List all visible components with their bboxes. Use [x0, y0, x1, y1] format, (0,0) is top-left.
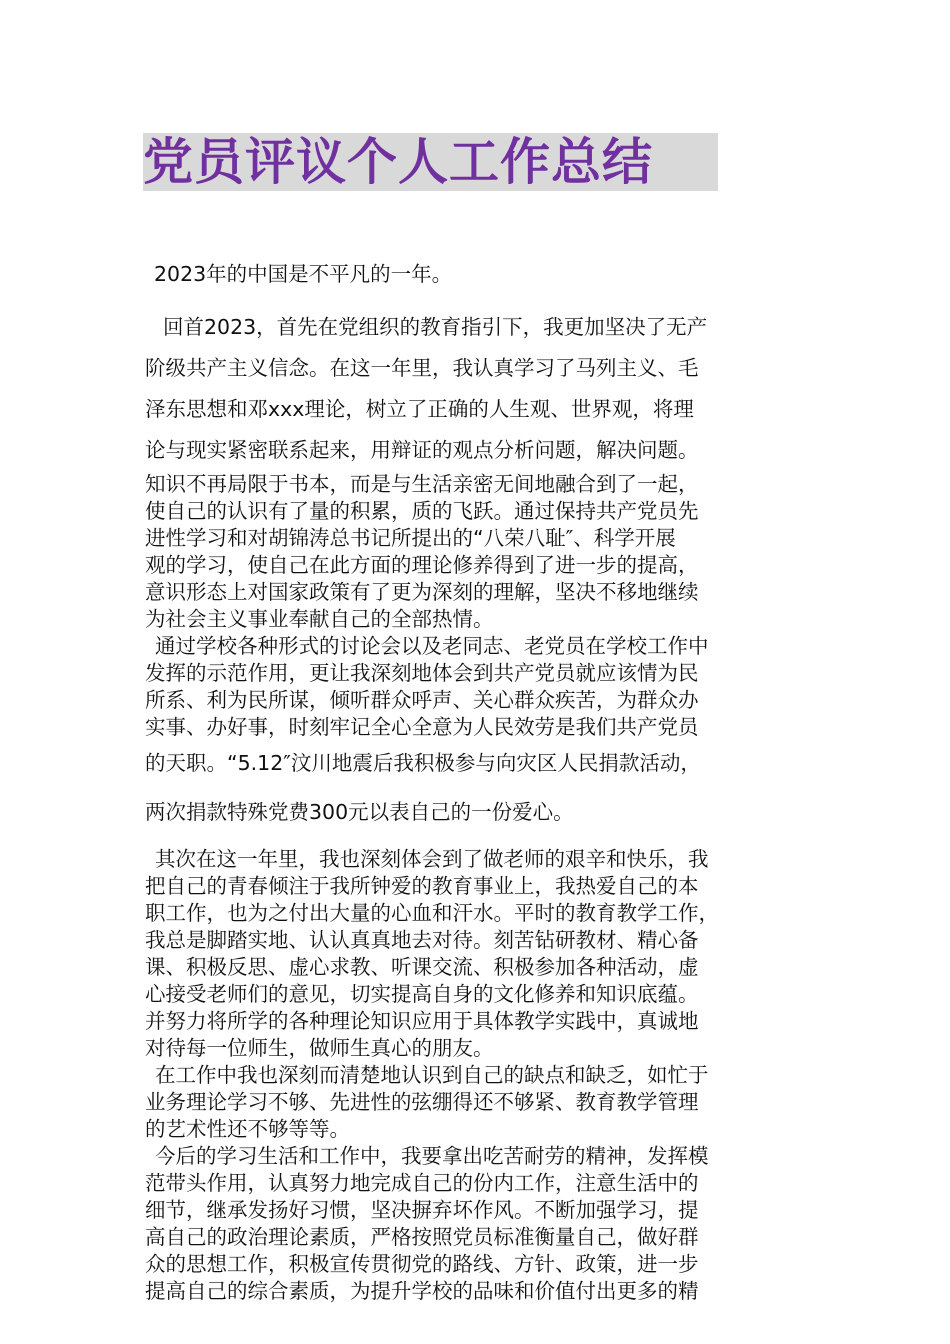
- text-line: 的天职。“5.12″汶川地震后我积极参与向灾区人民捐款活动，: [145, 751, 701, 775]
- paragraph-teaching: [145, 846, 835, 1062]
- text-line: 在工作中我也深刻而清楚地认识到自己的缺点和缺乏，如忙于: [155, 1063, 709, 1087]
- text-line: 为社会主义事业奉献自己的全部热情。: [145, 607, 494, 631]
- text-line: 所系、利为民所谋，倾听群众呼声、关心群众疾苦，为群众办: [145, 688, 699, 712]
- text-line: 通过学校各种形式的讨论会以及老同志、老党员在学校工作中: [155, 634, 709, 658]
- text-line: 的艺术性还不够等等。: [145, 1117, 350, 1141]
- text-line: 阶级共产主义信念。在这一年里，我认真学习了马列主义、毛: [145, 356, 699, 380]
- text-line: 提高自己的综合素质，为提升学校的品味和价值付出更多的精: [145, 1279, 699, 1303]
- text-line: 意识形态上对国家政策有了更为深刻的理解，坚决不移地继续: [145, 580, 699, 604]
- text-line: 范带头作用，认真努力地完成自己的份内工作，注意生活中的: [145, 1171, 699, 1195]
- text-line: 两次捐款特殊党费300元以表自己的一份爱心。: [145, 800, 574, 824]
- text-line: 使自己的认识有了量的积累，质的飞跃。通过保持共产党员先: [145, 499, 699, 523]
- paragraph-model-role: [145, 633, 835, 838]
- text-line: 我总是脚踏实地、认认真真地去对待。刻苦钻研教材、精心备: [145, 928, 699, 952]
- text-line: 观的学习，使自己在此方面的理论修养得到了进一步的提高，: [145, 553, 699, 577]
- paragraph-review: [145, 307, 835, 633]
- document-body: [145, 255, 835, 1305]
- text-line: 回首2023，首先在党组织的教育指引下，我更加坚决了无产: [163, 315, 708, 339]
- paragraph-shortcomings: [145, 1062, 835, 1143]
- text-line: 知识不再局限于书本，而是与生活亲密无间地融合到了一起，: [145, 472, 699, 496]
- text-line: 把自己的青春倾注于我所钟爱的教育事业上，我热爱自己的本: [145, 874, 699, 898]
- text-line: 众的思想工作，积极宣传贯彻党的路线、方针、政策，进一步: [145, 1252, 699, 1276]
- document-title: 党员评议个人工作总结: [143, 133, 653, 191]
- text-line: 细节，继承发扬好习惯，坚决摒弃坏作风。不断加强学习，提: [145, 1198, 699, 1222]
- text-line: 发挥的示范作用，更让我深刻地体会到共产党员就应该情为民: [145, 661, 699, 685]
- title-highlight: [143, 133, 718, 191]
- text-line: 2023年的中国是不平凡的一年。: [154, 262, 453, 286]
- text-line: 实事、办好事，时刻牢记全心全意为人民效劳是我们共产党员: [145, 715, 699, 739]
- paragraph-intro: [145, 255, 835, 293]
- paragraph-future: [145, 1143, 835, 1305]
- text-line: 对待每一位师生，做师生真心的朋友。: [145, 1036, 494, 1060]
- text-line: 今后的学习生活和工作中，我要拿出吃苦耐劳的精神，发挥模: [155, 1144, 709, 1168]
- text-line: 泽东思想和邓xxx理论，树立了正确的人生观、世界观，将理: [145, 397, 694, 421]
- text-line: 课、积极反思、虚心求教、听课交流、积极参加各种活动，虚: [145, 955, 699, 979]
- text-line: 职工作，也为之付出大量的心血和汗水。平时的教育教学工作，: [145, 901, 719, 925]
- text-line: 业务理论学习不够、先进性的弦绷得还不够紧、教育教学管理: [145, 1090, 699, 1114]
- text-line: 论与现实紧密联系起来，用辩证的观点分析问题，解决问题。: [145, 438, 699, 462]
- text-line: 并努力将所学的各种理论知识应用于具体教学实践中，真诚地: [145, 1009, 699, 1033]
- text-line: 心接受老师们的意见，切实提高自身的文化修养和知识底蕴。: [145, 982, 699, 1006]
- text-line: 其次在这一年里，我也深刻体会到了做老师的艰辛和快乐，我: [155, 847, 709, 871]
- text-line: 高自己的政治理论素质，严格按照党员标准衡量自己，做好群: [145, 1225, 699, 1249]
- text-line: 进性学习和对胡锦涛总书记所提出的“八荣八耻″、科学开展: [145, 526, 676, 550]
